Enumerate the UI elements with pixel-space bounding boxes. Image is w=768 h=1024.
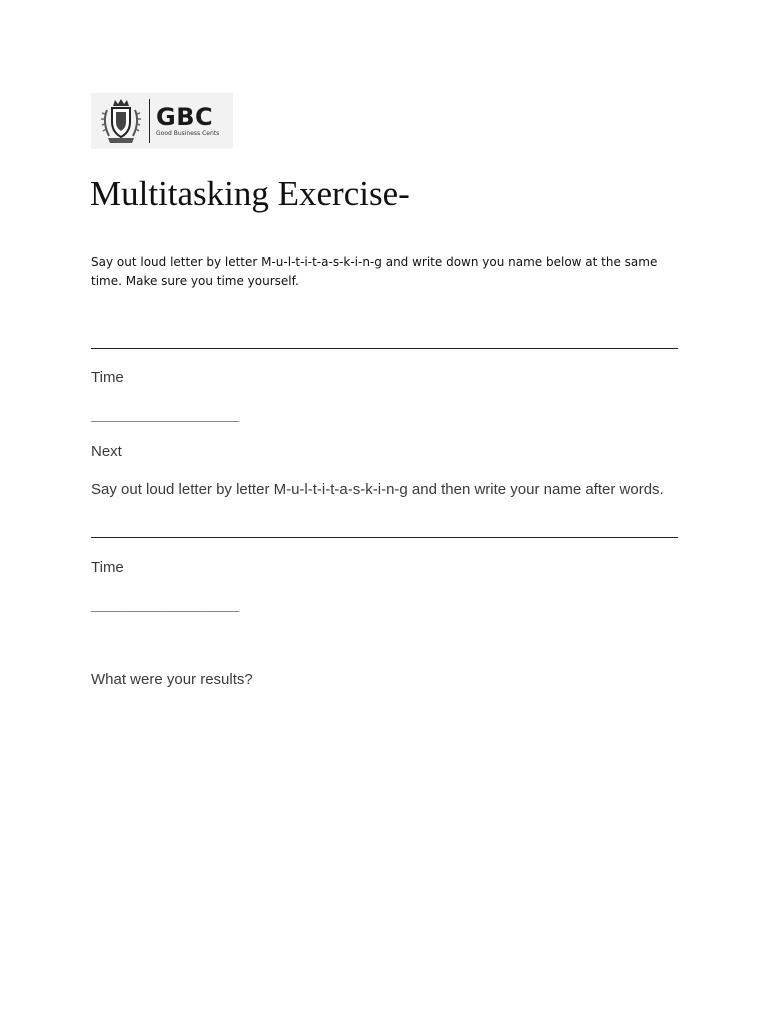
brand-block bbox=[156, 104, 219, 138]
page-title: Multitasking Exercise- bbox=[90, 174, 410, 213]
name-writing-line-1 bbox=[91, 348, 678, 349]
time-blank-1: ___________________ bbox=[91, 409, 240, 424]
exercise-instructions: Say out loud letter by letter M-u-l-t-i-t-a-s-k-i-n-g and write down you name below at the same time. Make sure you time yourself. bbox=[91, 255, 658, 288]
time-label-1: Time bbox=[91, 369, 124, 386]
crest-icon bbox=[99, 96, 143, 146]
results-question: What were your results? bbox=[91, 671, 253, 688]
gbc-logo bbox=[91, 93, 233, 149]
brand-tagline: Good Business Cents bbox=[156, 130, 220, 137]
name-writing-line-2 bbox=[91, 537, 678, 538]
time-blank-2: ___________________ bbox=[91, 599, 240, 614]
next-label: Next bbox=[91, 443, 122, 460]
time-label-2: Time bbox=[91, 559, 124, 576]
exercise-instructions-2: Say out loud letter by letter M-u-l-t-i-t-a-s-k-i-n-g and then write your name after words. bbox=[91, 481, 664, 498]
logo-divider bbox=[149, 99, 150, 143]
brand-name: GBC bbox=[156, 103, 214, 131]
